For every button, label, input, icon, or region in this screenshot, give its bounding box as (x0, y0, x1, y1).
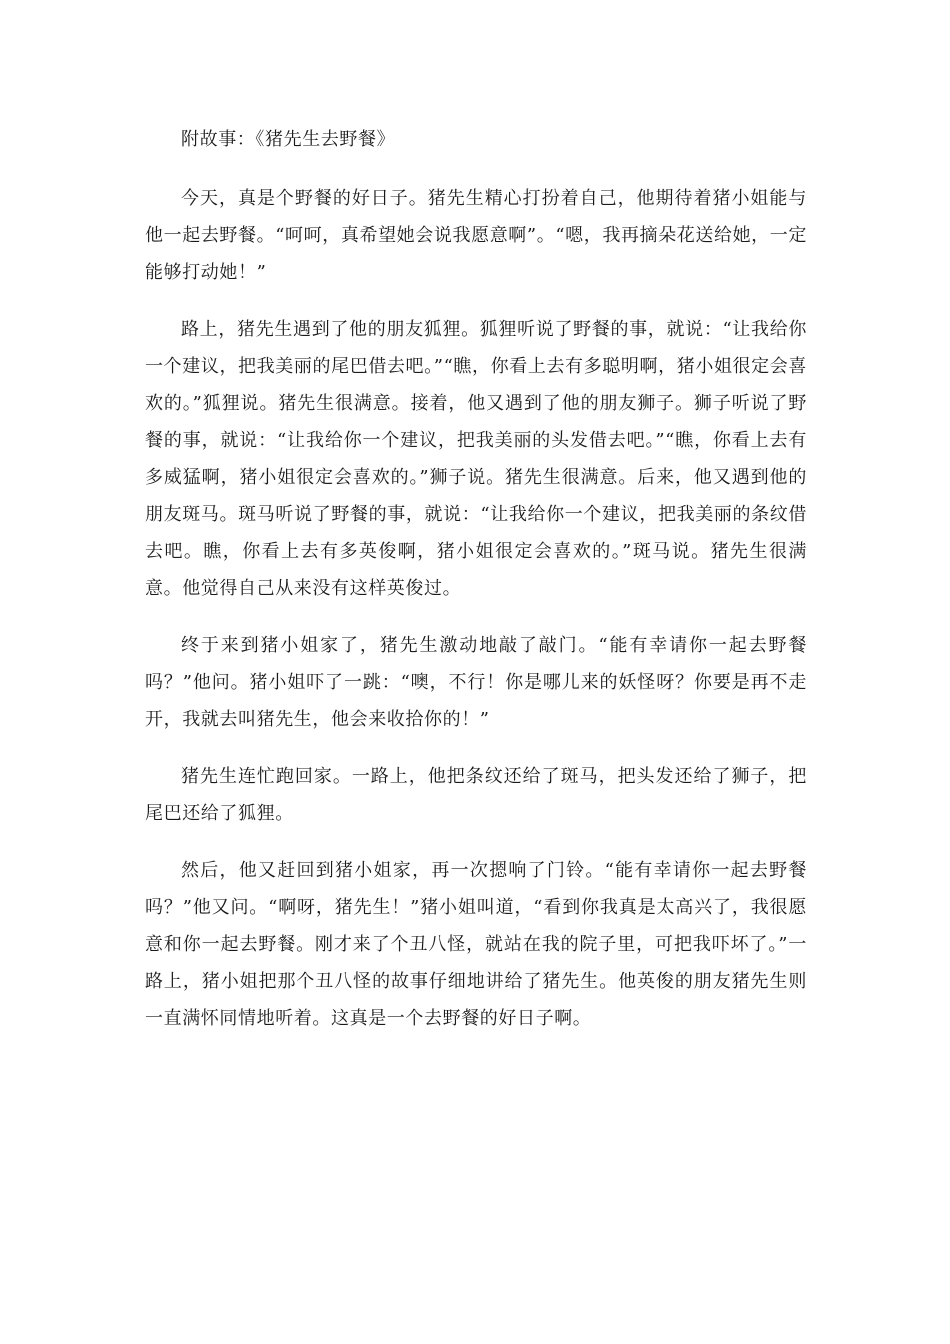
story-paragraph-3: 终于来到猪小姐家了，猪先生激动地敲了敲门。“能有幸请你一起去野餐吗？”他问。猪小姐吓了一跳：“噢，不行！你是哪儿来的妖怪呀？你要是再不走开，我就去叫猪先生，他会来收拾你的！” (145, 635, 807, 730)
story-paragraph-2: 路上，猪先生遇到了他的朋友狐狸。狐狸听说了野餐的事，就说：“让我给你一个建议，把我美丽的尾巴借去吧。”“瞧，你看上去有多聪明啊，猪小姐很定会喜欢的。”狐狸说。猪先生很满意。接着，他又遇到了他的朋友狮子。狮子听说了野餐的事，就说：“让我给你一个建议，把我美丽的头发借去吧。”“瞧，你看上去有多威猛啊，猪小姐很定会喜欢的。”狮子说。猪先生很满意。后来，他又遇到他的朋友斑马。斑马听说了野餐的事，就说：“让我给你一个建议，把我美丽的条纹借去吧。瞧，你看上去有多英俊啊，猪小姐很定会喜欢的。”斑马说。猪先生很满意。他觉得自己从来没有这样英俊过。 (145, 319, 807, 599)
story-paragraph-4: 猪先生连忙跑回家。一路上，他把条纹还给了斑马，把头发还给了狮子，把尾巴还给了狐狸。 (145, 766, 807, 824)
story-paragraph-5: 然后，他又赶回到猪小姐家，再一次摁响了门铃。“能有幸请你一起去野餐吗？”他又问。“啊呀，猪先生！”猪小姐叫道，“看到你我真是太高兴了，我很愿意和你一起去野餐。刚才来了个丑八怪，就站在我的院子里，可把我吓坏了。”一路上，猪小姐把那个丑八怪的故事仔细地讲给了猪先生。他英俊的朋友猪先生则一直满怀同情地听着。这真是一个去野餐的好日子啊。 (145, 860, 807, 1029)
document-body (145, 121, 807, 1057)
document-title: 附故事：《猪先生去野餐》 (181, 129, 396, 150)
story-paragraph-1: 今天，真是个野餐的好日子。猪先生精心打扮着自己，他期待着猪小姐能与他一起去野餐。“呵呵，真希望她会说我愿意啊”。“嗯，我再摘朵花送给她，一定能够打动她！” (145, 188, 807, 283)
